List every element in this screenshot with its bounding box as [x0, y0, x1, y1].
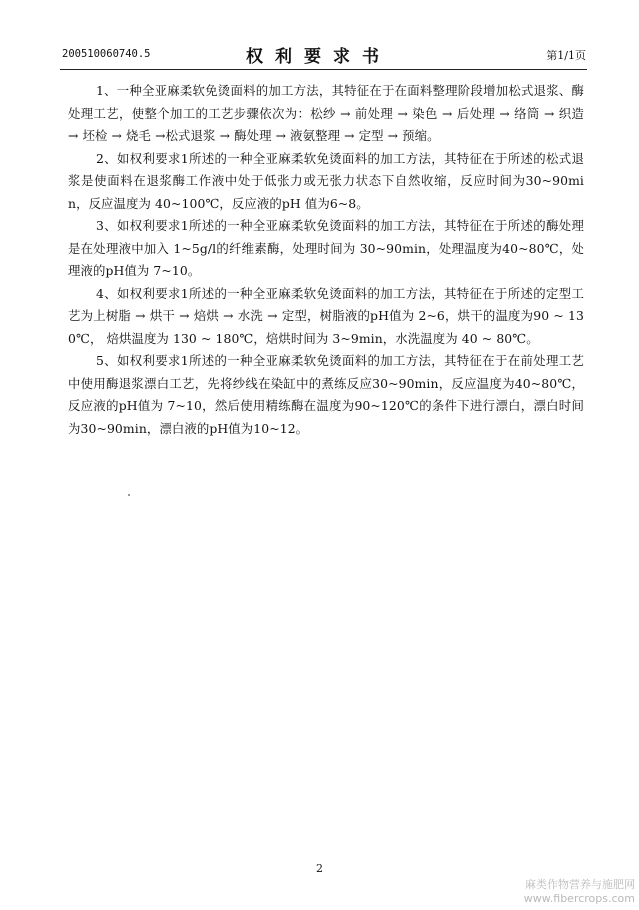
- site-watermark: [505, 878, 635, 906]
- claim-1: 1、一种全亚麻柔软免烫面料的加工方法，其特征在于在面料整理阶段增加松式退浆、酶处理工艺，使整个加工的工艺步骤依次为：松纱 → 前处理 → 染色 → 后处理 → 络筒 → 织造 → 坯检 → 烧毛 →松式退浆 → 酶处理 → 液氨整理 → 定型 → 预缩。: [68, 83, 584, 143]
- claim-2: 2、如权利要求1所述的一种全亚麻柔软免烫面料的加工方法，其特征在于所述的松式退浆是使面料在退浆酶工作液中处于低张力或无张力状态下自然收缩，反应时间为30~90min，反应温度为 40~100℃，反应液的pH 值为6~8。: [68, 150, 584, 211]
- header-rule: [60, 69, 587, 70]
- document-title: 权利要求书: [246, 47, 391, 67]
- watermark-site-url: www.fibercrops.com: [523, 892, 635, 905]
- page-header: [62, 42, 586, 67]
- footer-page-number: 2: [316, 862, 323, 875]
- page-indicator: 第1/1页: [546, 49, 586, 62]
- claim-5: 5、如权利要求1所述的一种全亚麻柔软免烫面料的加工方法，其特征在于在前处理工艺中使用酶退浆漂白工艺，先将纱线在染缸中的煮练反应30~90min，反应温度为40~80℃，反应液的pH值为 7~10，然后使用精练酶在温度为90~120℃的条件下进行漂白，漂白时间为30~90min，漂白液的pH值为10~12。: [68, 353, 584, 436]
- claim-3: 3、如权利要求1所述的一种全亚麻柔软免烫面料的加工方法，其特征在于所述的酶处理是在处理液中加入 1~5g/l的纤维素酶，处理时间为 30~90min，处理温度为40~80℃，处理液的pH值为 7~10。: [68, 218, 584, 278]
- claim-4: 4、如权利要求1所述的一种全亚麻柔软免烫面料的加工方法，其特征在于所述的定型工艺为上树脂 → 烘干 → 焙烘 → 水洗 → 定型，树脂液的pH值为 2~6，烘干的温度为90 ~ 130℃， 焙烘温度为 130 ~ 180℃，焙烘时间为 3~9min，水洗温度为 40 ~ 80℃。: [68, 285, 584, 346]
- application-number: 200510060740.5: [62, 48, 151, 60]
- claims-body: [68, 80, 584, 440]
- scan-speck: [128, 494, 130, 496]
- watermark-site-name: 麻类作物营养与施肥网: [525, 878, 635, 891]
